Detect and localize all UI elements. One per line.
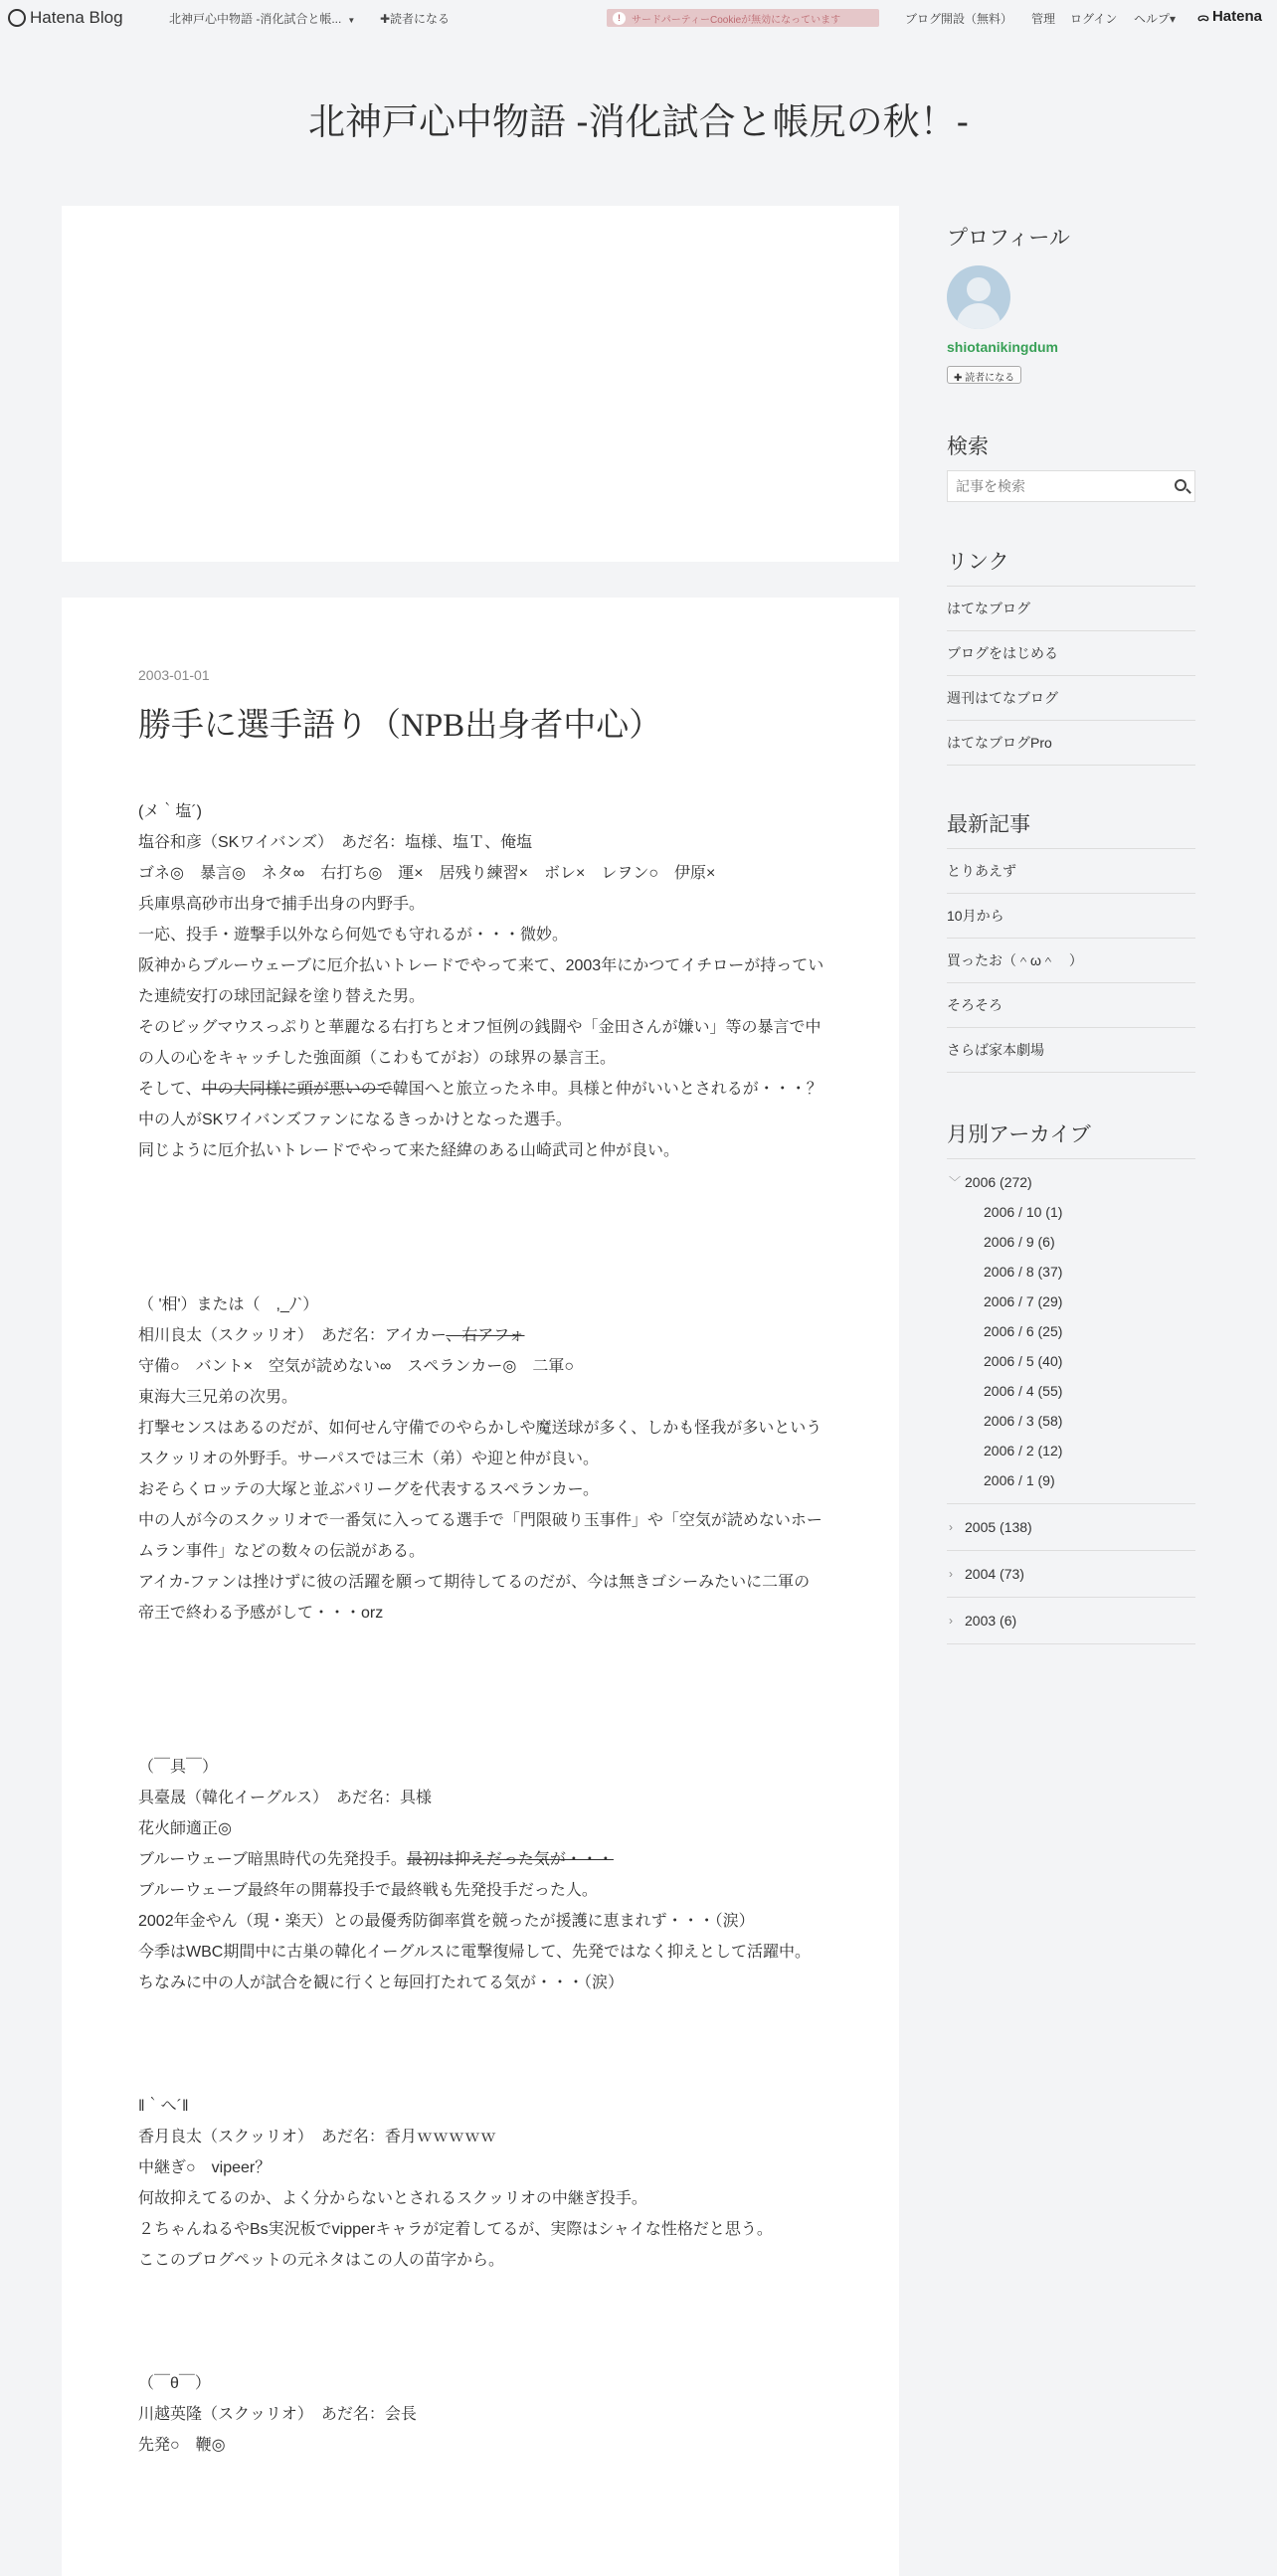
- entry-paragraph: （￣θ￣）: [138, 2375, 211, 2392]
- archive-month[interactable]: 2006 / 4 (55): [984, 1383, 1063, 1399]
- entry-body: [138, 796, 824, 2461]
- archive-month[interactable]: 2006 / 3 (58): [984, 1413, 1063, 1429]
- entry-title[interactable]: 勝手に選手語り（NPB出身者中心）: [138, 708, 662, 744]
- archive-months: [947, 1197, 1195, 1495]
- spacer: [138, 1166, 824, 1289]
- hatena-logo-icon: [8, 9, 26, 27]
- entry-paragraph: 具臺晟（韓化イーグルス） あだ名：具様: [138, 1790, 433, 1806]
- entry-paragraph: （ '相'）または（ ,_ﾉ`）: [138, 1296, 319, 1313]
- link-item[interactable]: はてなブログ: [947, 587, 1195, 631]
- caret-down-icon: ▼: [347, 16, 356, 25]
- entry-paragraph: 東海大三兄弟の次男。: [138, 1389, 298, 1406]
- entry-paragraph: ブルーウェーブ最終年の開幕投手で最終戦も先発投手だった人。: [138, 1882, 598, 1899]
- link-item[interactable]: 週刊はてなブログ: [947, 676, 1195, 721]
- archive-heading: 月別アーカイブ: [947, 1123, 1091, 1146]
- archive-month[interactable]: 2006 / 6 (25): [984, 1323, 1063, 1339]
- recent-heading: 最新記事: [947, 813, 1030, 836]
- recent-item[interactable]: さらば家本劇場: [947, 1028, 1195, 1073]
- archive-year[interactable]: [947, 1167, 1195, 1197]
- entry-paragraph: 中の人がSKワイバンズファンになるきっかけとなった選手。: [138, 1112, 572, 1128]
- archive-month[interactable]: 2006 / 9 (6): [984, 1234, 1055, 1250]
- avatar-head: [967, 277, 991, 301]
- links-heading: リンク: [947, 551, 1009, 574]
- archive-month[interactable]: 2006 / 8 (37): [984, 1264, 1063, 1280]
- text-span: そして、: [138, 1081, 202, 1098]
- entry-paragraph: [138, 1074, 824, 1105]
- hatena-blog-logo[interactable]: [8, 8, 123, 28]
- nav-admin[interactable]: 管理: [1031, 12, 1056, 26]
- recent-item[interactable]: そろそろ: [947, 983, 1195, 1028]
- search-heading: 検索: [947, 435, 989, 458]
- entry-paragraph: 先発○ 鞭◎: [138, 2437, 226, 2454]
- avatar[interactable]: [947, 265, 1010, 329]
- link-item[interactable]: はてなブログPro: [947, 721, 1195, 766]
- archive-year-label: 2006 (272): [965, 1174, 1032, 1190]
- archive-year-section: [947, 1159, 1195, 1504]
- entry-paragraph: ２ちゃんねるやBs実況板でvipperキャラが定着してるが、実際はシャイな性格だと思う。: [138, 2221, 773, 2238]
- entry-paragraph: 守備○ バント× 空気が読めない∞ スペランカー◎ 二軍○: [138, 1358, 575, 1375]
- profile-heading: プロフィール: [947, 227, 1070, 250]
- archive-year-section: [947, 1551, 1195, 1598]
- entry-paragraph: 阪神からブルーウェーブに厄介払いトレードでやって来て、2003年にかつてイチローが持っていた連続安打の球団記録を塗り替えた男。: [138, 957, 824, 1005]
- entry-paragraph: ちなみに中の人が試合を観に行くと毎回打たれてる気が・・・（涙）: [138, 1975, 625, 1991]
- archive-year-label: 2004 (73): [965, 1566, 1024, 1582]
- entry-paragraph: 兵庫県高砂市出身で捕手出身の内野手。: [138, 896, 426, 913]
- nav-help[interactable]: ヘルプ▾: [1134, 12, 1177, 26]
- hatena-blog-logo-text: Hatena Blog: [30, 8, 123, 27]
- entry-paragraph: 今季はWBC期間中に古巣の韓化イーグルスに電撃復帰して、先発ではなく抑えとして活躍中。: [138, 1944, 812, 1961]
- archive-year-section: [947, 1504, 1195, 1551]
- archive-month[interactable]: 2006 / 10 (1): [984, 1204, 1063, 1220]
- links-list: [947, 586, 1195, 766]
- strikethrough-text: 中の大同様に頭が悪いので: [201, 1081, 393, 1098]
- search-input[interactable]: [948, 471, 1157, 501]
- archive-month[interactable]: 2006 / 1 (9): [984, 1472, 1055, 1488]
- entry-paragraph: （￣具￣）: [138, 1759, 219, 1776]
- entry-paragraph: [138, 1320, 824, 1351]
- entry-paragraph: 花火師適正◎: [138, 1820, 232, 1837]
- nav-start-blog[interactable]: ブログ開設（無料）: [905, 12, 1013, 26]
- archive-month[interactable]: 2006 / 5 (40): [984, 1353, 1063, 1369]
- recent-item[interactable]: 10月から: [947, 894, 1195, 939]
- spacer: [138, 1998, 824, 2091]
- archive-month[interactable]: 2006 / 2 (12): [984, 1443, 1063, 1459]
- link-item[interactable]: ブログをはじめる: [947, 631, 1195, 676]
- info-icon: !: [613, 12, 626, 25]
- recent-item[interactable]: とりあえず: [947, 849, 1195, 894]
- strikethrough-text: 最初は抑えだった気が・・・: [406, 1851, 614, 1868]
- entry-paragraph: ゴネ◎ 暴言◎ ネタ∞ 右打ち◎ 運× 居残り練習× ボレ× レヲン○ 伊原×: [138, 865, 716, 882]
- archive-year-label: 2003 (6): [965, 1613, 1017, 1629]
- strikethrough-text: 、右アフォ: [446, 1327, 525, 1344]
- hatena-brand-text: Hatena: [1211, 8, 1262, 25]
- archive-year[interactable]: [947, 1512, 1195, 1542]
- entry-article: [62, 598, 899, 2576]
- blog-name-label: 北神戸心中物語 -消化試合と帳...: [169, 12, 342, 26]
- ad-area: [62, 206, 899, 562]
- entry-paragraph: 一応、投手・遊撃手以外なら何処でも守れるが・・・微妙。: [138, 927, 569, 944]
- hatena-brand-icon: ᯅ: [1197, 12, 1212, 24]
- entry-paragraph: 中継ぎ○ vipeer？: [138, 2159, 272, 2176]
- text-span: ブルーウェーブ暗黒時代の先発投手。: [138, 1851, 407, 1868]
- entry-paragraph: アイカ-ファンは挫けずに彼の活躍を願って期待してるのだが、今は無きゴシーみたいに二軍の帝王で終わる予感がして・・・orz: [138, 1574, 811, 1622]
- search-icon[interactable]: [1175, 479, 1186, 491]
- entry-paragraph: 塩谷和彦（SKワイバンズ） あだ名：塩様、塩Ｔ、俺塩: [138, 834, 533, 851]
- entry-date[interactable]: 2003-01-01: [138, 667, 210, 683]
- archive-year-label: 2005 (138): [965, 1519, 1032, 1535]
- entry-paragraph: 香月良太（スクッリオ） あだ名：香月ｗｗｗｗｗ: [138, 2129, 496, 2146]
- chevron-right-icon: ›: [949, 1567, 953, 1581]
- header-subscribe-link[interactable]: ✚読者になる: [380, 12, 451, 26]
- entry-paragraph: 川越英隆（スクッリオ） あだ名：会長: [138, 2406, 417, 2423]
- chevron-right-icon: ›: [949, 1520, 953, 1534]
- text-span: 相川良太（スクッリオ） あだ名：アイカー: [138, 1327, 447, 1344]
- spacer: [138, 1629, 824, 1752]
- recent-item[interactable]: 買ったお（＾ω＾ ）: [947, 939, 1195, 983]
- search-box: [947, 470, 1195, 502]
- text-span: 韓国へと旅立ったネ申。具様と仲がいいとされるが・・・？: [392, 1081, 822, 1098]
- entry-paragraph: そのビッグマウスっぷりと華麗なる右打ちとオフ恒例の銭闘や「金田さんが嫌い」等の暴言で中の人の心をキャッチした強面顔（こわもてがお）の球界の暴言王。: [138, 1019, 821, 1067]
- nav-login[interactable]: ログイン: [1070, 12, 1118, 26]
- entry-paragraph: ‖｀へ´‖: [138, 2098, 189, 2115]
- entry-paragraph: (メ｀塩´): [138, 803, 202, 820]
- hatena-brand-link[interactable]: [1197, 8, 1262, 25]
- archive-month[interactable]: 2006 / 7 (29): [984, 1293, 1063, 1309]
- entry-paragraph: [138, 1844, 824, 1875]
- profile-username[interactable]: shiotanikingdum: [947, 339, 1058, 355]
- entry-paragraph: おそらくロッテの大塚と並ぶパリーグを代表するスペランカー。: [138, 1481, 600, 1498]
- avatar-body: [957, 303, 1001, 329]
- entry-paragraph: 中の人が今のスクッリオで一番気に入ってる選手で「門限破り玉事件」や「空気が読めないホームラン事件」などの数々の伝説がある。: [138, 1512, 822, 1560]
- blog-name-dropdown[interactable]: [169, 10, 355, 27]
- recent-list: [947, 848, 1195, 1073]
- chevron-down-icon: ﹀: [949, 1175, 962, 1189]
- entry-paragraph: 何故抑えてるのか、よく分からないとされるスクッリオの中継ぎ投手。: [138, 2190, 647, 2207]
- archive-year[interactable]: [947, 1559, 1195, 1589]
- archive-year-section: [947, 1598, 1195, 1644]
- blog-title[interactable]: 北神戸心中物語 -消化試合と帳尻の秋！-: [308, 101, 969, 142]
- global-header: [0, 0, 1277, 36]
- chevron-right-icon: ›: [949, 1614, 953, 1628]
- entry-paragraph: ここのブログペットの元ネタはこの人の苗字から。: [138, 2252, 505, 2269]
- entry-paragraph: 2002年金やん（現・楽天）との最優秀防御率賞を競ったが援護に恵まれず・・・（涙）: [138, 1913, 755, 1930]
- cookie-notice[interactable]: [607, 9, 879, 27]
- cookie-notice-text: サードパーティーCookieが無効になっています: [632, 14, 841, 26]
- spacer: [138, 2276, 824, 2368]
- archive-year[interactable]: [947, 1606, 1195, 1635]
- entry-paragraph: 打撃センスはあるのだが、如何せん守備でのやらかしや魔送球が多く、しかも怪我が多いというスクッリオの外野手。サーパスでは三木（弟）や迎と仲が良い。: [138, 1420, 822, 1467]
- entry-paragraph: 同じように厄介払いトレードでやって来た経緯のある山崎武司と仲が良い。: [138, 1142, 680, 1159]
- subscribe-button[interactable]: ✚ 読者になる: [947, 366, 1021, 384]
- archive-list: [947, 1158, 1195, 1644]
